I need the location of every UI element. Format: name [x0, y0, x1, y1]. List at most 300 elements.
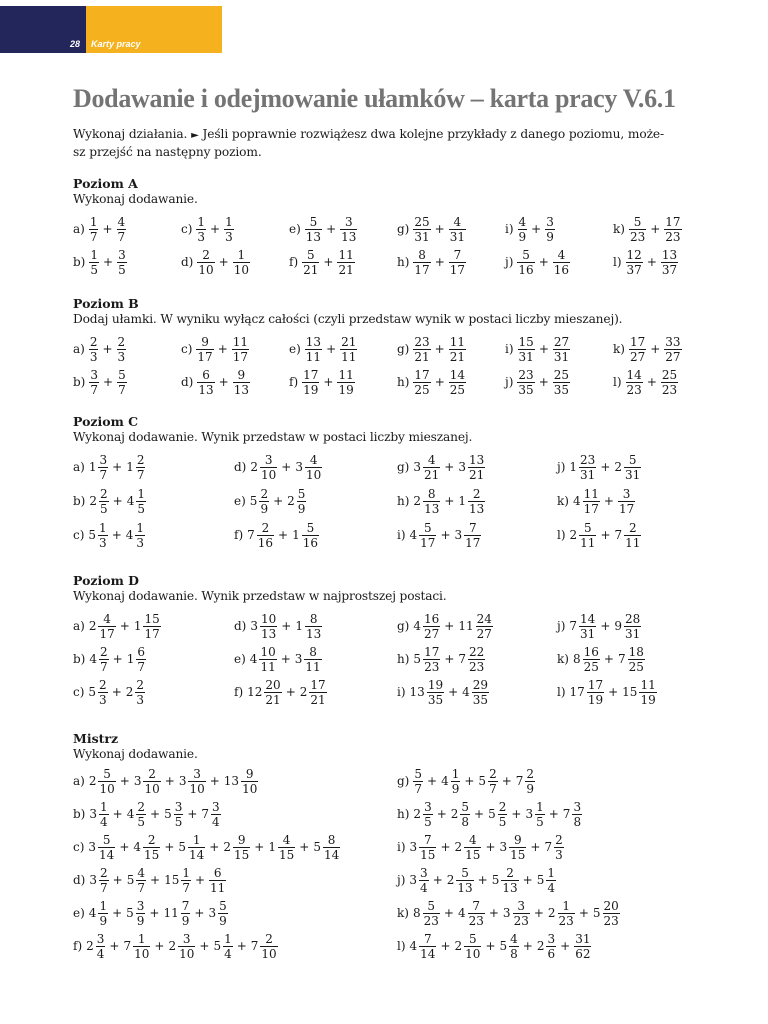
- exercise-item: [397, 865, 556, 895]
- denominator: 15: [144, 847, 160, 862]
- whole-part: 2: [454, 939, 463, 953]
- whole-part: 2: [413, 494, 422, 508]
- whole-part: 2: [614, 460, 623, 474]
- whole-part: 4: [88, 906, 97, 920]
- fraction: [535, 801, 545, 828]
- numerator: 2: [100, 644, 108, 659]
- exercise-item: [557, 611, 641, 641]
- denominator: 27: [665, 349, 681, 364]
- denominator: 15: [510, 847, 526, 862]
- fraction: [583, 488, 600, 515]
- fraction: [260, 613, 277, 640]
- fraction: [211, 801, 221, 828]
- exercise-label: e): [234, 652, 246, 666]
- exercise-label: k): [397, 906, 409, 920]
- fraction: [413, 336, 430, 363]
- numerator: 3: [90, 367, 99, 382]
- whole-part: 1: [295, 619, 303, 633]
- whole-part: 5: [499, 939, 508, 953]
- whole-part: 4: [457, 906, 466, 920]
- numerator: 3: [344, 214, 353, 229]
- denominator: 11: [580, 535, 596, 550]
- denominator: 14: [99, 847, 115, 862]
- numerator: 2: [265, 931, 273, 946]
- plus-operator: +: [323, 255, 334, 269]
- fraction: [197, 249, 214, 276]
- exercise-item: [234, 611, 322, 641]
- plus-operator: +: [434, 222, 445, 236]
- level-heading: Poziom B: [73, 296, 139, 311]
- plus-operator: +: [281, 460, 292, 474]
- numerator: 13: [469, 452, 485, 467]
- page-number: 28: [69, 39, 80, 49]
- plus-operator: +: [436, 807, 447, 821]
- denominator: 23: [513, 913, 529, 928]
- numerator: 2: [555, 832, 563, 847]
- fraction: [323, 834, 340, 861]
- denominator: 7: [136, 467, 145, 482]
- whole-part: 4: [462, 685, 470, 699]
- fraction: [337, 249, 354, 276]
- plus-operator: +: [444, 494, 455, 508]
- numerator: 1: [99, 898, 108, 913]
- denominator: 10: [144, 781, 160, 796]
- level-instruction: Wykonaj dodawanie. Wynik przedstaw w postaci liczby mieszanej.: [73, 430, 473, 444]
- plus-operator: +: [218, 375, 229, 389]
- exercise-label: d): [234, 460, 247, 474]
- fraction: [626, 249, 643, 276]
- whole-part: 3: [250, 619, 259, 633]
- exercise-item: [289, 367, 355, 397]
- whole-part: 8: [412, 906, 421, 920]
- fraction: [664, 216, 681, 243]
- denominator: 3: [225, 229, 233, 244]
- numerator: 3: [96, 931, 105, 946]
- fraction: [449, 336, 466, 363]
- exercise-label: g): [397, 619, 410, 633]
- fraction: [419, 522, 436, 549]
- exercise-label: e): [234, 494, 246, 508]
- fraction: [624, 522, 641, 549]
- exercise-label: h): [397, 807, 410, 821]
- plus-operator: +: [285, 685, 296, 699]
- exercise-label: j): [505, 375, 514, 389]
- fraction: [603, 900, 620, 927]
- exercise-item: [73, 766, 258, 796]
- whole-part: 3: [89, 873, 98, 887]
- whole-part: 2: [299, 685, 308, 699]
- numerator: 2: [506, 865, 514, 880]
- whole-part: 3: [413, 460, 422, 474]
- denominator: 11: [210, 880, 226, 895]
- denominator: 35: [518, 382, 534, 397]
- denominator: 23: [665, 229, 681, 244]
- numerator: 2: [136, 452, 145, 467]
- numerator: 14: [580, 611, 596, 626]
- denominator: 7: [414, 781, 423, 796]
- numerator: 5: [219, 898, 227, 913]
- numerator: 11: [640, 677, 656, 692]
- numerator: 4: [117, 214, 126, 229]
- numerator: 5: [427, 898, 436, 913]
- exercise-item: [397, 931, 591, 961]
- fraction: [305, 454, 322, 481]
- whole-part: 2: [88, 619, 97, 633]
- numerator: 7: [423, 832, 432, 847]
- exercise-label: b): [73, 375, 86, 389]
- denominator: 35: [472, 692, 489, 707]
- exercise-item: [397, 611, 493, 641]
- exercise-item: [613, 334, 682, 364]
- exercise-label: l): [613, 255, 622, 269]
- exercise-label: k): [613, 342, 625, 356]
- fraction: [99, 867, 109, 894]
- numerator: 4: [518, 214, 527, 229]
- exercise-item: [397, 766, 535, 796]
- whole-part: 5: [313, 840, 321, 854]
- numerator: 2: [117, 334, 126, 349]
- numerator: 4: [103, 611, 111, 626]
- numerator: 10: [260, 644, 276, 659]
- fraction: [233, 834, 250, 861]
- denominator: 25: [628, 659, 644, 674]
- whole-part: 2: [250, 460, 259, 474]
- fraction: [89, 336, 99, 363]
- fraction: [509, 933, 519, 960]
- numerator: 4: [427, 452, 436, 467]
- plus-operator: +: [464, 774, 475, 788]
- numerator: 2: [202, 247, 210, 262]
- denominator: 5: [536, 814, 544, 829]
- numerator: 1: [536, 799, 544, 814]
- plus-operator: +: [522, 939, 533, 953]
- denominator: 15: [420, 847, 436, 862]
- denominator: 9: [181, 913, 190, 928]
- exercise-item: [397, 832, 564, 862]
- fraction: [136, 646, 146, 673]
- level-instruction: Wykonaj dodawanie. Wynik przedstaw w najprostszej postaci.: [73, 589, 447, 603]
- numerator: 15: [518, 334, 534, 349]
- exercise-label: j): [557, 460, 566, 474]
- numerator: 17: [424, 644, 440, 659]
- denominator: 17: [583, 501, 599, 516]
- whole-part: 5: [488, 807, 496, 821]
- exercise-item: [234, 452, 322, 482]
- exercise-label: a): [73, 342, 85, 356]
- plus-operator: +: [326, 342, 337, 356]
- denominator: 17: [449, 262, 466, 277]
- plus-operator: +: [600, 619, 611, 633]
- denominator: 4: [420, 880, 428, 895]
- whole-part: 15: [164, 873, 180, 887]
- intro-part1: Wykonaj działania.: [73, 127, 188, 141]
- plus-operator: +: [278, 528, 289, 542]
- numerator: 1: [182, 865, 190, 880]
- whole-part: 3: [178, 774, 187, 788]
- whole-part: 7: [123, 939, 132, 953]
- plus-operator: +: [150, 807, 161, 821]
- denominator: 13: [305, 229, 322, 244]
- plus-operator: +: [444, 652, 455, 666]
- numerator: 3: [212, 799, 220, 814]
- denominator: 23: [626, 382, 642, 397]
- denominator: 4: [96, 946, 105, 961]
- plus-operator: +: [164, 774, 175, 788]
- fraction: [181, 900, 191, 927]
- fraction: [340, 336, 357, 363]
- numerator: 2: [498, 799, 507, 814]
- numerator: 2: [260, 486, 269, 501]
- numerator: 8: [327, 832, 336, 847]
- plus-operator: +: [548, 807, 559, 821]
- exercise-item: [613, 247, 678, 277]
- fraction: [498, 801, 508, 828]
- denominator: 11: [341, 349, 357, 364]
- exercise-label: b): [73, 255, 86, 269]
- whole-part: 4: [409, 939, 418, 953]
- fraction: [99, 646, 109, 673]
- plus-operator: +: [210, 222, 221, 236]
- fraction: [472, 679, 489, 706]
- denominator: 3: [197, 229, 206, 244]
- exercise-item: [73, 799, 221, 829]
- whole-part: 3: [525, 807, 534, 821]
- level-instruction: Dodaj ułamki. W wyniku wyłącz całości (czyli przedstaw wynik w postaci liczby mieszanej).: [73, 312, 623, 326]
- fraction: [501, 867, 518, 894]
- fraction: [117, 336, 127, 363]
- denominator: 10: [134, 946, 150, 961]
- exercise-item: [234, 677, 327, 707]
- denominator: 10: [179, 946, 195, 961]
- denominator: 27: [476, 626, 492, 641]
- plus-operator: +: [485, 939, 496, 953]
- whole-part: 3: [458, 460, 466, 474]
- exercise-item: [181, 334, 249, 364]
- denominator: 31: [449, 229, 465, 244]
- exercise-item: [397, 367, 466, 397]
- exercise-item: [397, 486, 485, 516]
- exercise-item: [557, 644, 645, 674]
- exercise-item: [289, 247, 355, 277]
- numerator: 8: [309, 611, 318, 626]
- denominator: 37: [626, 262, 642, 277]
- whole-part: 4: [126, 807, 135, 821]
- fraction: [618, 488, 635, 515]
- plus-operator: +: [164, 840, 175, 854]
- fraction: [136, 867, 146, 894]
- whole-part: 2: [168, 939, 177, 953]
- plus-operator: +: [149, 906, 160, 920]
- exercise-label: e): [73, 906, 85, 920]
- numerator: 20: [603, 898, 619, 913]
- fraction: [259, 488, 269, 515]
- plus-operator: +: [440, 528, 451, 542]
- whole-part: 8: [572, 652, 581, 666]
- fraction: [451, 768, 461, 795]
- exercise-item: [397, 898, 620, 928]
- exercise-label: d): [234, 619, 247, 633]
- whole-part: 4: [126, 494, 135, 508]
- level-heading: Poziom C: [73, 414, 139, 429]
- denominator: 5: [424, 814, 432, 829]
- denominator: 23: [661, 382, 678, 397]
- exercise-label: h): [397, 494, 410, 508]
- denominator: 9: [451, 781, 460, 796]
- numerator: 1: [137, 486, 145, 501]
- numerator: 2: [489, 766, 497, 781]
- fraction: [133, 933, 150, 960]
- whole-part: 7: [201, 807, 210, 821]
- denominator: 9: [99, 913, 108, 928]
- denominator: 21: [265, 692, 281, 707]
- fraction: [629, 336, 646, 363]
- fraction: [188, 768, 205, 795]
- numerator: 8: [427, 486, 436, 501]
- whole-part: 1: [292, 528, 300, 542]
- numerator: 29: [472, 677, 489, 692]
- denominator: 23: [558, 913, 574, 928]
- denominator: 7: [137, 880, 145, 895]
- fraction: [98, 679, 108, 706]
- exercise-label: g): [397, 342, 410, 356]
- fraction: [305, 216, 322, 243]
- plus-operator: +: [111, 528, 122, 542]
- denominator: 4: [224, 946, 232, 961]
- denominator: 17: [197, 349, 213, 364]
- numerator: 21: [341, 334, 357, 349]
- numerator: 7: [472, 898, 481, 913]
- fraction: [423, 613, 440, 640]
- denominator: 3: [99, 535, 107, 550]
- numerator: 17: [665, 214, 681, 229]
- numerator: 6: [137, 644, 145, 659]
- exercise-label: f): [289, 255, 299, 269]
- numerator: 6: [202, 367, 210, 382]
- denominator: 10: [99, 781, 115, 796]
- denominator: 7: [100, 880, 108, 895]
- plus-operator: +: [217, 342, 228, 356]
- fraction: [181, 867, 191, 894]
- numerator: 1: [547, 865, 555, 880]
- fraction: [264, 679, 281, 706]
- plus-operator: +: [432, 873, 443, 887]
- whole-part: 7: [544, 840, 553, 854]
- plus-operator: +: [187, 807, 198, 821]
- whole-part: 2: [569, 528, 578, 542]
- whole-part: 7: [562, 807, 571, 821]
- fraction: [260, 454, 277, 481]
- whole-part: 3: [294, 652, 303, 666]
- whole-part: 7: [250, 939, 259, 953]
- denominator: 25: [449, 382, 466, 397]
- fraction: [513, 900, 530, 927]
- denominator: 3: [117, 349, 126, 364]
- denominator: 5: [498, 814, 507, 829]
- whole-part: 7: [617, 652, 626, 666]
- denominator: 5: [174, 814, 183, 829]
- fraction: [449, 369, 466, 396]
- denominator: 7: [90, 382, 99, 397]
- denominator: 11: [305, 349, 322, 364]
- numerator: 20: [265, 677, 281, 692]
- denominator: 5: [137, 814, 145, 829]
- numerator: 33: [665, 334, 681, 349]
- whole-part: 3: [89, 807, 98, 821]
- exercise-label: h): [397, 375, 410, 389]
- denominator: 10: [465, 946, 481, 961]
- denominator: 17: [144, 626, 160, 641]
- denominator: 17: [465, 535, 481, 550]
- fraction: [449, 216, 466, 243]
- exercise-item: [505, 367, 570, 397]
- whole-part: 5: [413, 652, 422, 666]
- fraction: [136, 488, 146, 515]
- fraction: [304, 646, 321, 673]
- denominator: 9: [518, 229, 527, 244]
- denominator: 13: [233, 382, 249, 397]
- fraction: [546, 933, 556, 960]
- denominator: 23: [424, 659, 440, 674]
- whole-part: 5: [536, 873, 545, 887]
- numerator: 2: [148, 766, 156, 781]
- fraction: [464, 834, 481, 861]
- denominator: 9: [260, 501, 269, 516]
- plus-operator: +: [440, 939, 451, 953]
- denominator: 8: [510, 946, 518, 961]
- whole-part: 7: [247, 528, 255, 542]
- exercise-item: [73, 247, 127, 277]
- numerator: 3: [182, 931, 191, 946]
- fraction: [476, 613, 493, 640]
- numerator: 3: [517, 898, 526, 913]
- denominator: 10: [198, 262, 214, 277]
- fraction: [99, 488, 109, 515]
- numerator: 3: [136, 898, 145, 913]
- exercise-item: [234, 520, 319, 550]
- numerator: 31: [575, 931, 591, 946]
- whole-part: 1: [458, 494, 467, 508]
- denominator: 23: [469, 659, 485, 674]
- fraction: [626, 369, 643, 396]
- numerator: 2: [261, 520, 270, 535]
- fraction: [464, 933, 481, 960]
- denominator: 10: [261, 946, 277, 961]
- exercise-item: [73, 611, 161, 641]
- exercise-item: [289, 334, 357, 364]
- plus-operator: +: [650, 342, 661, 356]
- plus-operator: +: [474, 807, 485, 821]
- whole-part: 4: [409, 528, 418, 542]
- numerator: 7: [468, 520, 477, 535]
- fraction: [197, 369, 214, 396]
- page-title: Dodawanie i odejmowanie ułamków – karta pracy V.6.1: [73, 84, 676, 113]
- numerator: 23: [414, 334, 430, 349]
- exercise-item: [397, 520, 481, 550]
- fraction: [233, 369, 250, 396]
- denominator: 37: [661, 262, 678, 277]
- denominator: 5: [118, 262, 126, 277]
- denominator: 11: [260, 659, 276, 674]
- denominator: 6: [547, 946, 556, 961]
- plus-operator: +: [600, 460, 611, 474]
- exercise-label: f): [234, 528, 244, 542]
- numerator: 1: [224, 931, 232, 946]
- numerator: 4: [453, 214, 462, 229]
- fraction: [628, 646, 645, 673]
- whole-part: 5: [249, 494, 258, 508]
- fraction: [488, 768, 498, 795]
- numerator: 2: [628, 520, 637, 535]
